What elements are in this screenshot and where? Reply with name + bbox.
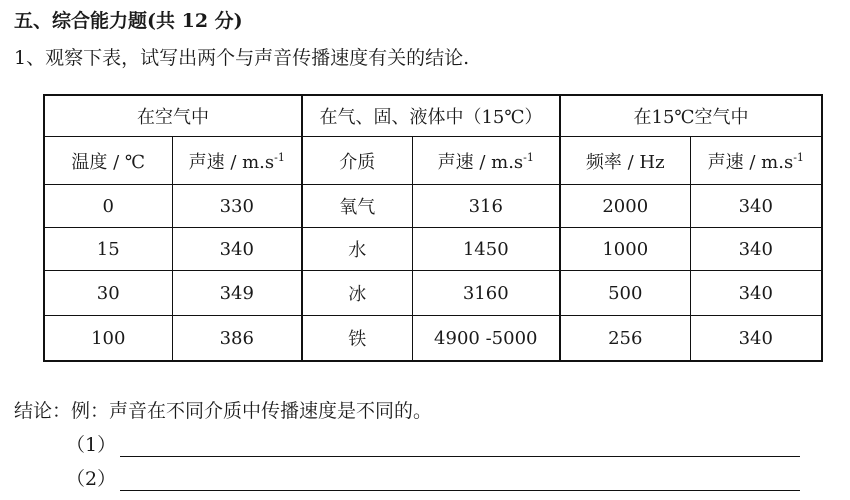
- column-header-speed-3: 声速 / $m.s^{-1}$: [690, 137, 822, 185]
- answer-blank-2[interactable]: [120, 472, 800, 491]
- answer-line-2: [66, 464, 800, 491]
- column-header-speed-1: 声速 / $m.s^{-1}$: [172, 137, 302, 185]
- table-cell: 349: [172, 271, 302, 316]
- table-cell: 340: [690, 271, 822, 316]
- table-cell: 256: [560, 316, 690, 362]
- table-cell: 340: [690, 316, 822, 362]
- column-header-temperature: 温度 / ℃: [44, 137, 172, 185]
- table-group-header-row: [44, 95, 822, 137]
- table-cell: 340: [690, 228, 822, 271]
- table-row: [44, 316, 822, 362]
- table-row: [44, 185, 822, 228]
- answer-line-1: [66, 430, 800, 457]
- table-cell: 340: [690, 185, 822, 228]
- table-row: [44, 271, 822, 316]
- table-cell: 316: [412, 185, 560, 228]
- column-header-frequency: 频率 / Hz: [560, 137, 690, 185]
- sound-speed-table: [43, 94, 823, 362]
- table-row: [44, 228, 822, 271]
- table-cell: 铁: [302, 316, 412, 362]
- conclusion-example: 结论：例：声音在不同介质中传播速度是不同的。: [14, 400, 433, 422]
- table-column-header-row: [44, 137, 822, 185]
- group-header-media: 在气、固、液体中（15℃）: [302, 95, 560, 137]
- table-cell: 水: [302, 228, 412, 271]
- table-cell: 冰: [302, 271, 412, 316]
- table-cell: 2000: [560, 185, 690, 228]
- table-cell: 0: [44, 185, 172, 228]
- table-cell: 1450: [412, 228, 560, 271]
- section-title: 五、综合能力题(共 12 分): [14, 10, 243, 32]
- table-cell: 386: [172, 316, 302, 362]
- group-header-frequency: 在15℃空气中: [560, 95, 822, 137]
- table-cell: 340: [172, 228, 302, 271]
- table-cell: 4900 -5000: [412, 316, 560, 362]
- table-cell: 1000: [560, 228, 690, 271]
- table-cell: 氧气: [302, 185, 412, 228]
- table-cell: 500: [560, 271, 690, 316]
- answer-label-1: （1）: [66, 434, 117, 456]
- question-text: 1、观察下表，试写出两个与声音传播速度有关的结论.: [14, 47, 470, 69]
- table-cell: 100: [44, 316, 172, 362]
- table-cell: 15: [44, 228, 172, 271]
- column-header-speed-2: 声速 / $m.s^{-1}$: [412, 137, 560, 185]
- group-header-air: 在空气中: [44, 95, 302, 137]
- table-cell: 3160: [412, 271, 560, 316]
- answer-label-2: （2）: [66, 468, 117, 490]
- table-cell: 330: [172, 185, 302, 228]
- column-header-medium: 介质: [302, 137, 412, 185]
- table-cell: 30: [44, 271, 172, 316]
- answer-blank-1[interactable]: [120, 438, 800, 457]
